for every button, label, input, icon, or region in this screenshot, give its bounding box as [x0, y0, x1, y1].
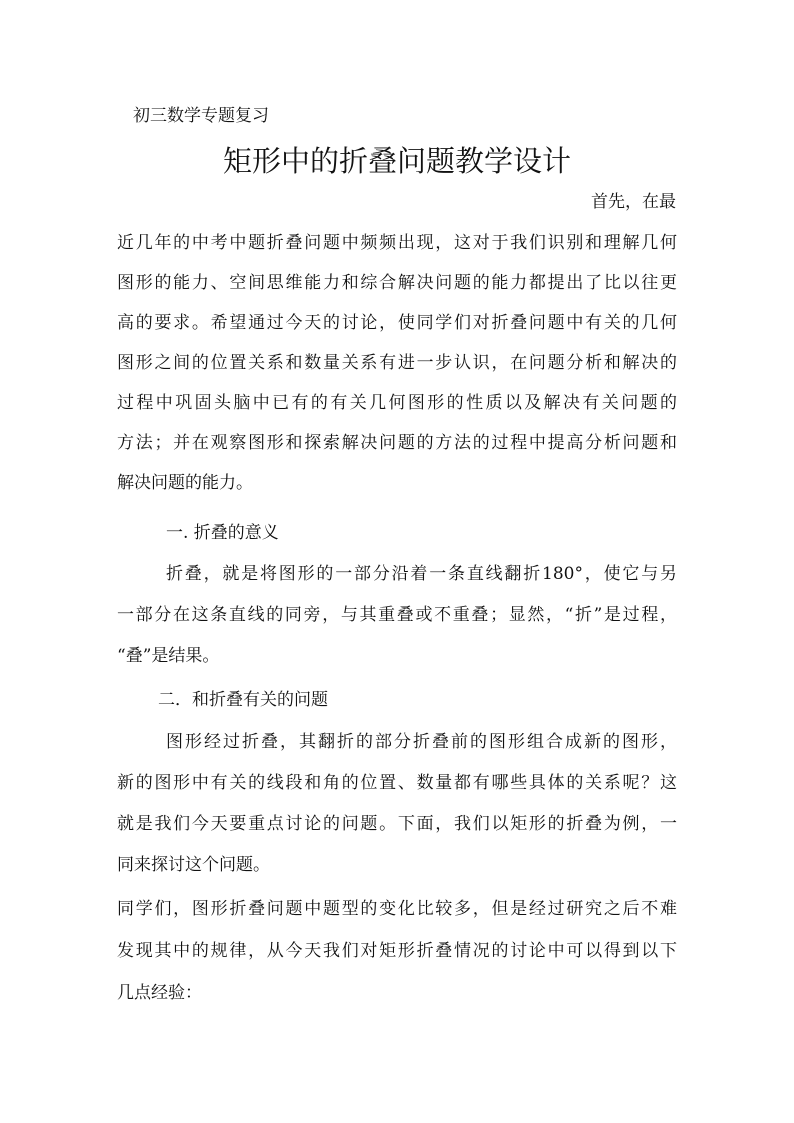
document-title: 矩形中的折叠问题教学设计	[222, 144, 571, 178]
section-heading-1: 一. 折叠的意义	[166, 523, 279, 543]
paragraph-intro-line: 方法；并在观察图形和探索解决问题的方法的过程中提高分析问题和	[117, 433, 677, 453]
paragraph-intro-line: 高的要求。希望通过今天的讨论，使同学们对折叠问题中有关的几何	[117, 313, 677, 333]
paragraph-fold-line: 一部分在这条直线的同旁，与其重叠或不重叠；显然，“折”是过程，	[117, 605, 677, 625]
paragraph-intro-line: 图形之间的位置关系和数量关系有进一步认识，在问题分析和解决的	[117, 353, 677, 373]
paragraph-intro-line: 过程中巩固头脑中已有的有关几何图形的性质以及解决有关问题的	[117, 393, 677, 413]
paragraph-problem-line: 图形经过折叠，其翻折的部分折叠前的图形组合成新的图形，	[166, 732, 677, 752]
paragraph-summary-line: 发现其中的规律，从今天我们对矩形折叠情况的讨论中可以得到以下	[117, 941, 677, 961]
paragraph-intro-line: 首先，在最	[591, 192, 676, 212]
section-heading-2: 二．和折叠有关的问题	[158, 690, 328, 710]
paragraph-intro-line: 解决问题的能力。	[117, 473, 253, 493]
paragraph-problem-line: 新的图形中有关的线段和角的位置、数量都有哪些具体的关系呢？这	[117, 773, 677, 793]
paragraph-summary-line: 同学们，图形折叠问题中题型的变化比较多，但是经过研究之后不难	[117, 899, 677, 919]
paragraph-intro-line: 近几年的中考中题折叠问题中频频出现，这对于我们识别和理解几何	[117, 233, 677, 253]
paragraph-intro-line: 图形的能力、空间思维能力和综合解决问题的能力都提出了比以往更	[117, 273, 677, 293]
paragraph-problem-line: 就是我们今天要重点讨论的问题。下面，我们以矩形的折叠为例，一	[117, 814, 677, 834]
paragraph-fold-line: “叠”是结果。	[117, 646, 220, 666]
paragraph-problem-line: 同来探讨这个问题。	[117, 855, 270, 875]
paragraph-fold-line: 折叠，就是将图形的一部分沿着一条直线翻折180°，使它与另	[166, 564, 677, 584]
subject-heading: 初三数学专题复习	[133, 106, 269, 126]
paragraph-summary-line: 几点经验：	[117, 983, 202, 1003]
